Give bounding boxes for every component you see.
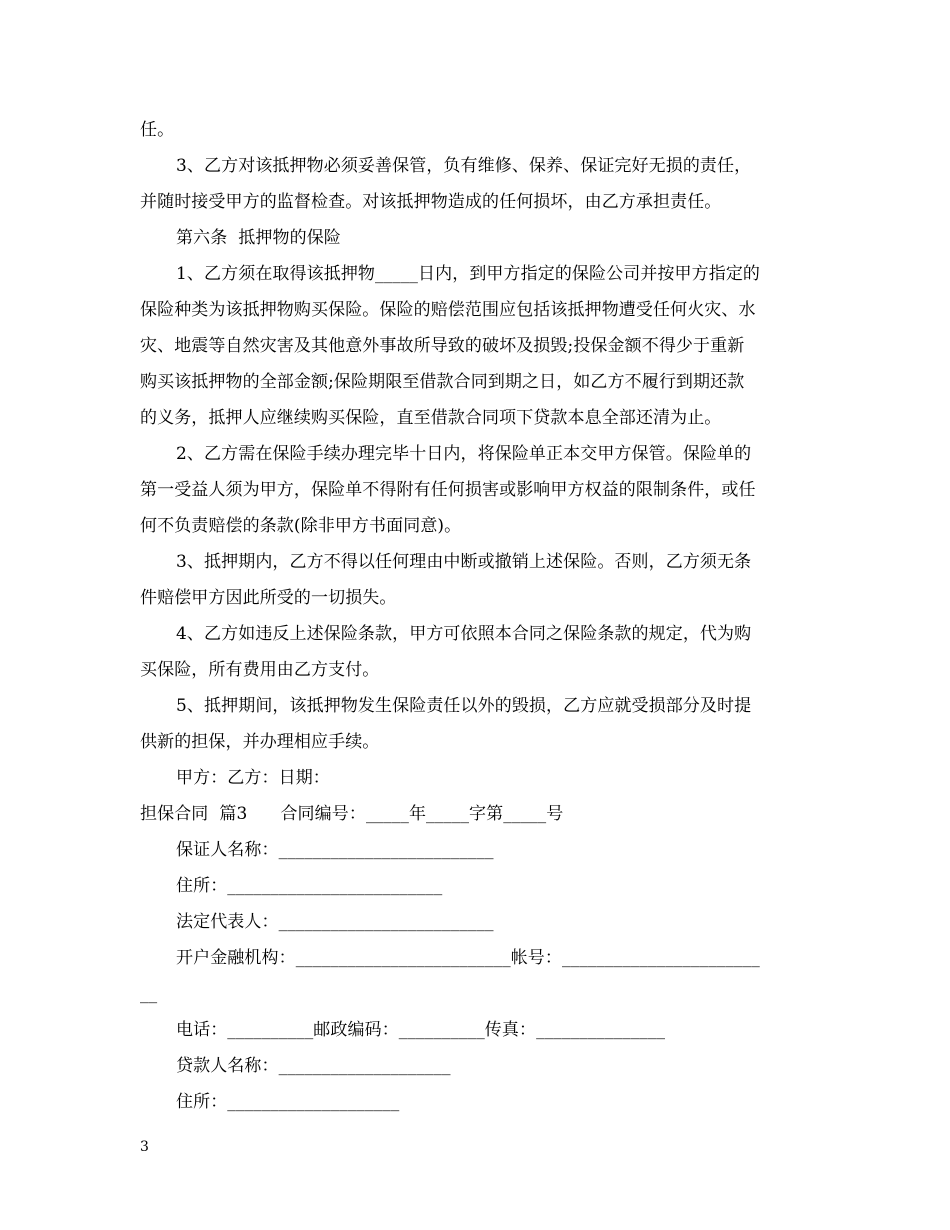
text-line: 并随时接受甲方的监督检查。对该抵押物造成的任何损坏，由乙方承担责任。 [140, 192, 722, 212]
text-line: 灾、地震等自然灾害及其他意外事故所导致的破坏及损毁;投保金额不得少于重新 [140, 336, 745, 356]
text-line: 3、乙方对该抵押物必须妥善保管，负有维修、保养、保证完好无损的责任， [176, 156, 752, 176]
text-line: 何不负责赔偿的条款(除非甲方书面同意)。 [140, 516, 462, 536]
form-field-line: 贷款人名称：____________________ [176, 1056, 451, 1076]
text-line: 购买该抵押物的全部金额;保险期限至借款合同到期之日，如乙方不履行到期还款 [140, 372, 745, 392]
signature-line: 甲方：乙方：日期： [176, 768, 330, 788]
text-line: 1、乙方须在取得该抵押物_____日内，到甲方指定的保险公司并按甲方指定的 [176, 264, 761, 284]
form-field-line: 住所：____________________ [176, 1092, 400, 1112]
text-line: 5、抵押期间，该抵押物发生保险责任以外的毁损，乙方应就受损部分及时提 [176, 696, 752, 716]
text-line: 4、乙方如违反上述保险条款，甲方可依照本合同之保险条款的规定，代为购 [176, 624, 752, 644]
text-line: 买保险，所有费用由乙方支付。 [140, 660, 380, 680]
text-line: 任。 [140, 120, 175, 140]
form-field-line: 电话：__________邮政编码：__________传真：_______________ [176, 1020, 666, 1040]
text-line: 2、乙方需在保险手续办理完毕十日内，将保险单正本交甲方保管。保险单的 [176, 444, 752, 464]
form-field-line: 法定代表人：_________________________ [176, 912, 494, 932]
text-line: 3、抵押期内，乙方不得以任何理由中断或撤销上述保险。否则，乙方须无条 [176, 552, 752, 572]
text-line: 的义务，抵押人应继续购买保险，直至借款合同项下贷款本息全部还清为止。 [140, 408, 722, 428]
form-field-line: 开户金融机构：_________________________帐号：_______________________ [176, 948, 760, 968]
text-line: 供新的担保，并办理相应手续。 [140, 732, 380, 752]
contract-title-line: 担保合同 篇3 合同编号：_____年_____字第_____号 [140, 804, 564, 824]
section-heading: 第六条 抵押物的保险 [176, 228, 341, 248]
text-line: 第一受益人须为甲方，保险单不得附有任何损害或影响甲方权益的限制条件，或任 [140, 480, 756, 500]
text-line: 保险种类为该抵押物购买保险。保险的赔偿范围应包括该抵押物遭受任何火灾、水 [140, 300, 756, 320]
form-field-line: 住所：_________________________ [176, 876, 443, 896]
text-line: 件赔偿甲方因此所受的一切损失。 [140, 588, 397, 608]
page-number: 3 [140, 1139, 149, 1155]
form-field-line: __ [140, 984, 158, 1004]
form-field-line: 保证人名称：_________________________ [176, 840, 494, 860]
